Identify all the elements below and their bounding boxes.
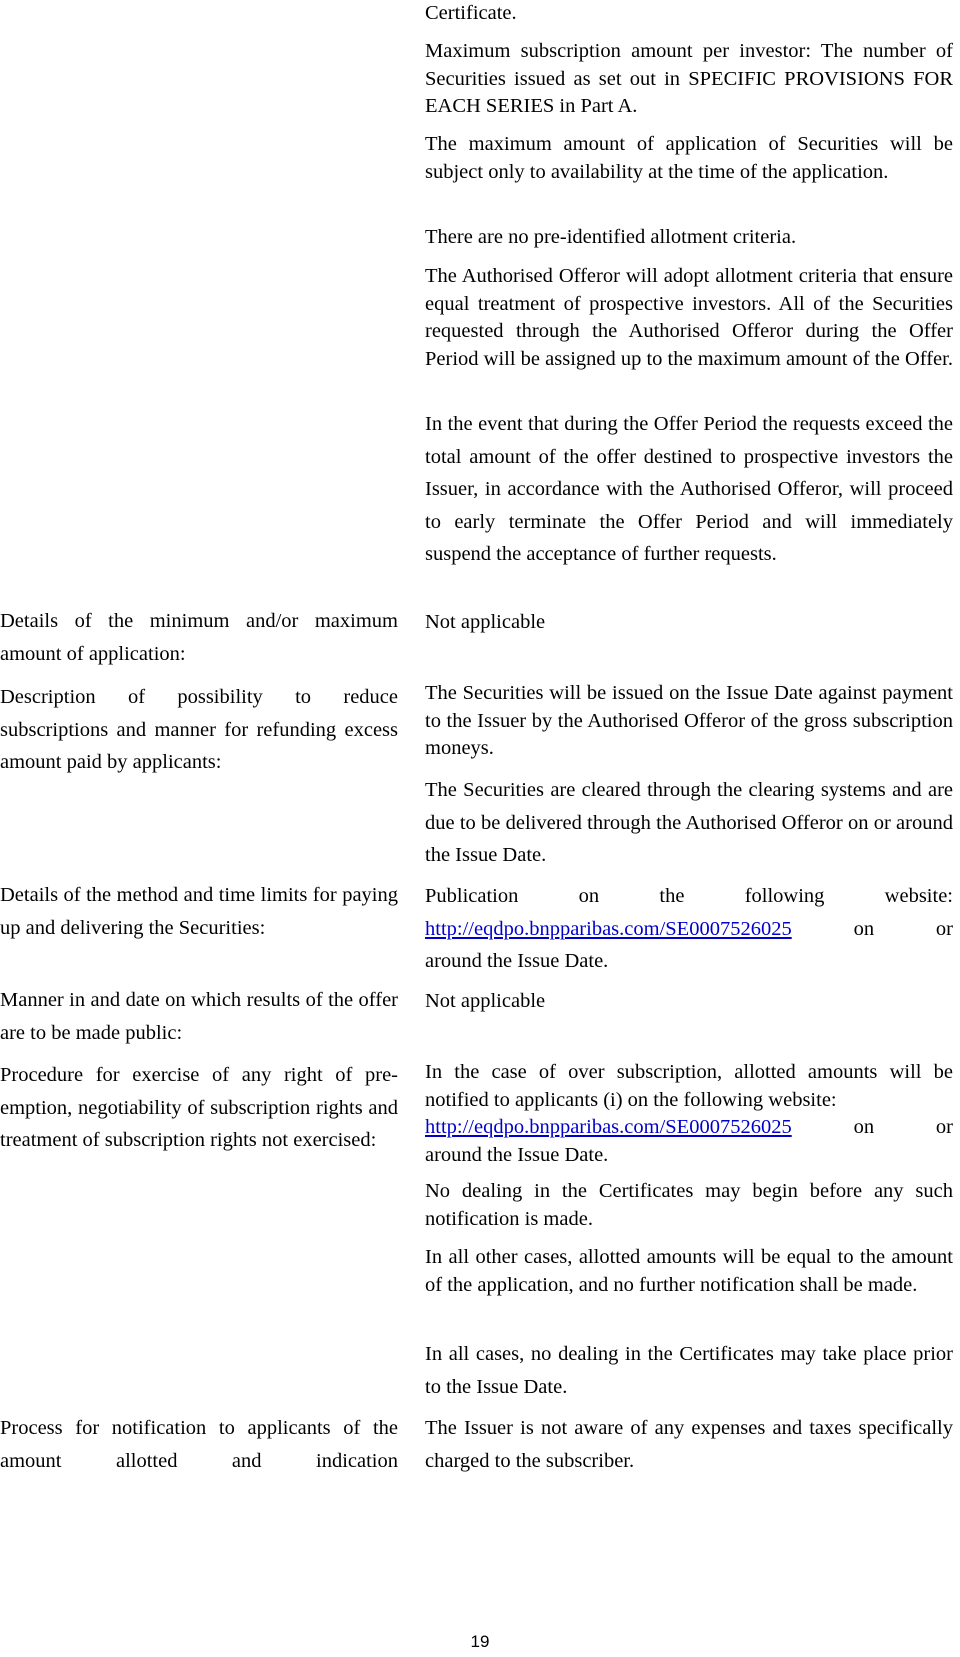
publication-lead: Publication on the following website: <box>425 885 953 907</box>
publication-link-line <box>425 913 953 946</box>
no-dealing-text: No dealing in the Certificates may begin before any such notification is made. <box>425 1180 953 1230</box>
over-subscription-paragraph <box>425 1059 953 1169</box>
securities-issued-text: The Securities will be issued on the Issue Date against payment to the Issuer by the Authorised Offeror of the gross subscription moneys. <box>425 682 953 759</box>
no-allotment-criteria-text: There are no pre-identified allotment criteria. <box>425 226 797 248</box>
publication-tail-line: around the Issue Date. <box>425 950 609 972</box>
heading-preemption: Procedure for exercise of any right of pre-emption, negotiability of subscription rights and treatment of subscription rights not exercised: <box>0 1064 398 1151</box>
publication-link[interactable]: http://eqdpo.bnpparibas.com/SE0007526025 <box>425 917 792 940</box>
over-subscription-link[interactable]: http://eqdpo.bnpparibas.com/SE0007526025 <box>425 1116 792 1138</box>
over-subscription-tail-line: around the Issue Date. <box>425 1143 609 1166</box>
over-subscription-lead: In the case of over subscription, allotted amounts will be notified to applicants (i) on the following website: <box>425 1061 953 1111</box>
securities-cleared-text: The Securities are cleared through the clearing systems and are due to be delivered through the Authorised Offeror on or around the Issue Date. <box>425 779 953 866</box>
heading-method-time-limits: Details of the method and time limits for paying up and delivering the Securities: <box>0 884 398 939</box>
not-applicable-text-2: Not applicable <box>425 990 546 1012</box>
other-cases-text: In all other cases, allotted amounts will be equal to the amount of the application, and no further notification shall be made. <box>425 1246 953 1296</box>
heading-notification-process: Process for notification to applicants of the amount allotted and indication <box>0 1417 398 1472</box>
over-subscription-tail: on or <box>853 1116 953 1138</box>
heading-min-max-application: Details of the minimum and/or maximum amount of application: <box>0 610 398 665</box>
expenses-text: The Issuer is not aware of any expenses and taxes specifically charged to the subscriber. <box>425 1417 953 1472</box>
not-applicable-text-1: Not applicable <box>425 611 546 633</box>
event-exceed-text: In the event that during the Offer Period the requests exceed the total amount of the offer destined to prospective investors the Issuer, in accordance with the Authorised Offeror, will proceed to early terminate the Offer Period and will immediately suspend the acceptance of further requests. <box>425 413 953 565</box>
page-number: 19 <box>470 1632 490 1651</box>
over-subscription-link-line <box>425 1114 953 1142</box>
authorised-offeror-text: The Authorised Offeror will adopt allotment criteria that ensure equal treatment of prospective investors. All of the Securities requested through the Authorised Offeror during the Offer Period will be assigned up to the maximum amount of the Offer. <box>425 265 953 370</box>
max-subscription-text: Maximum subscription amount per investor: The number of Securities issued as set out in SPECIFIC PROVISIONS FOR EACH SERIES in Part A. <box>425 40 953 117</box>
all-cases-text: In all cases, no dealing in the Certificates may take place prior to the Issue Date. <box>425 1343 953 1398</box>
heading-reduce-subscriptions: Description of possibility to reduce subscriptions and manner for refunding excess amount paid by applicants: <box>0 686 398 773</box>
heading-results-public: Manner in and date on which results of the offer are to be made public: <box>0 989 398 1044</box>
certificate-text: Certificate. <box>425 2 517 24</box>
publication-tail: on or <box>853 917 953 940</box>
max-application-text: The maximum amount of application of Securities will be subject only to availability at the time of the application. <box>425 133 953 183</box>
publication-paragraph <box>425 880 953 978</box>
